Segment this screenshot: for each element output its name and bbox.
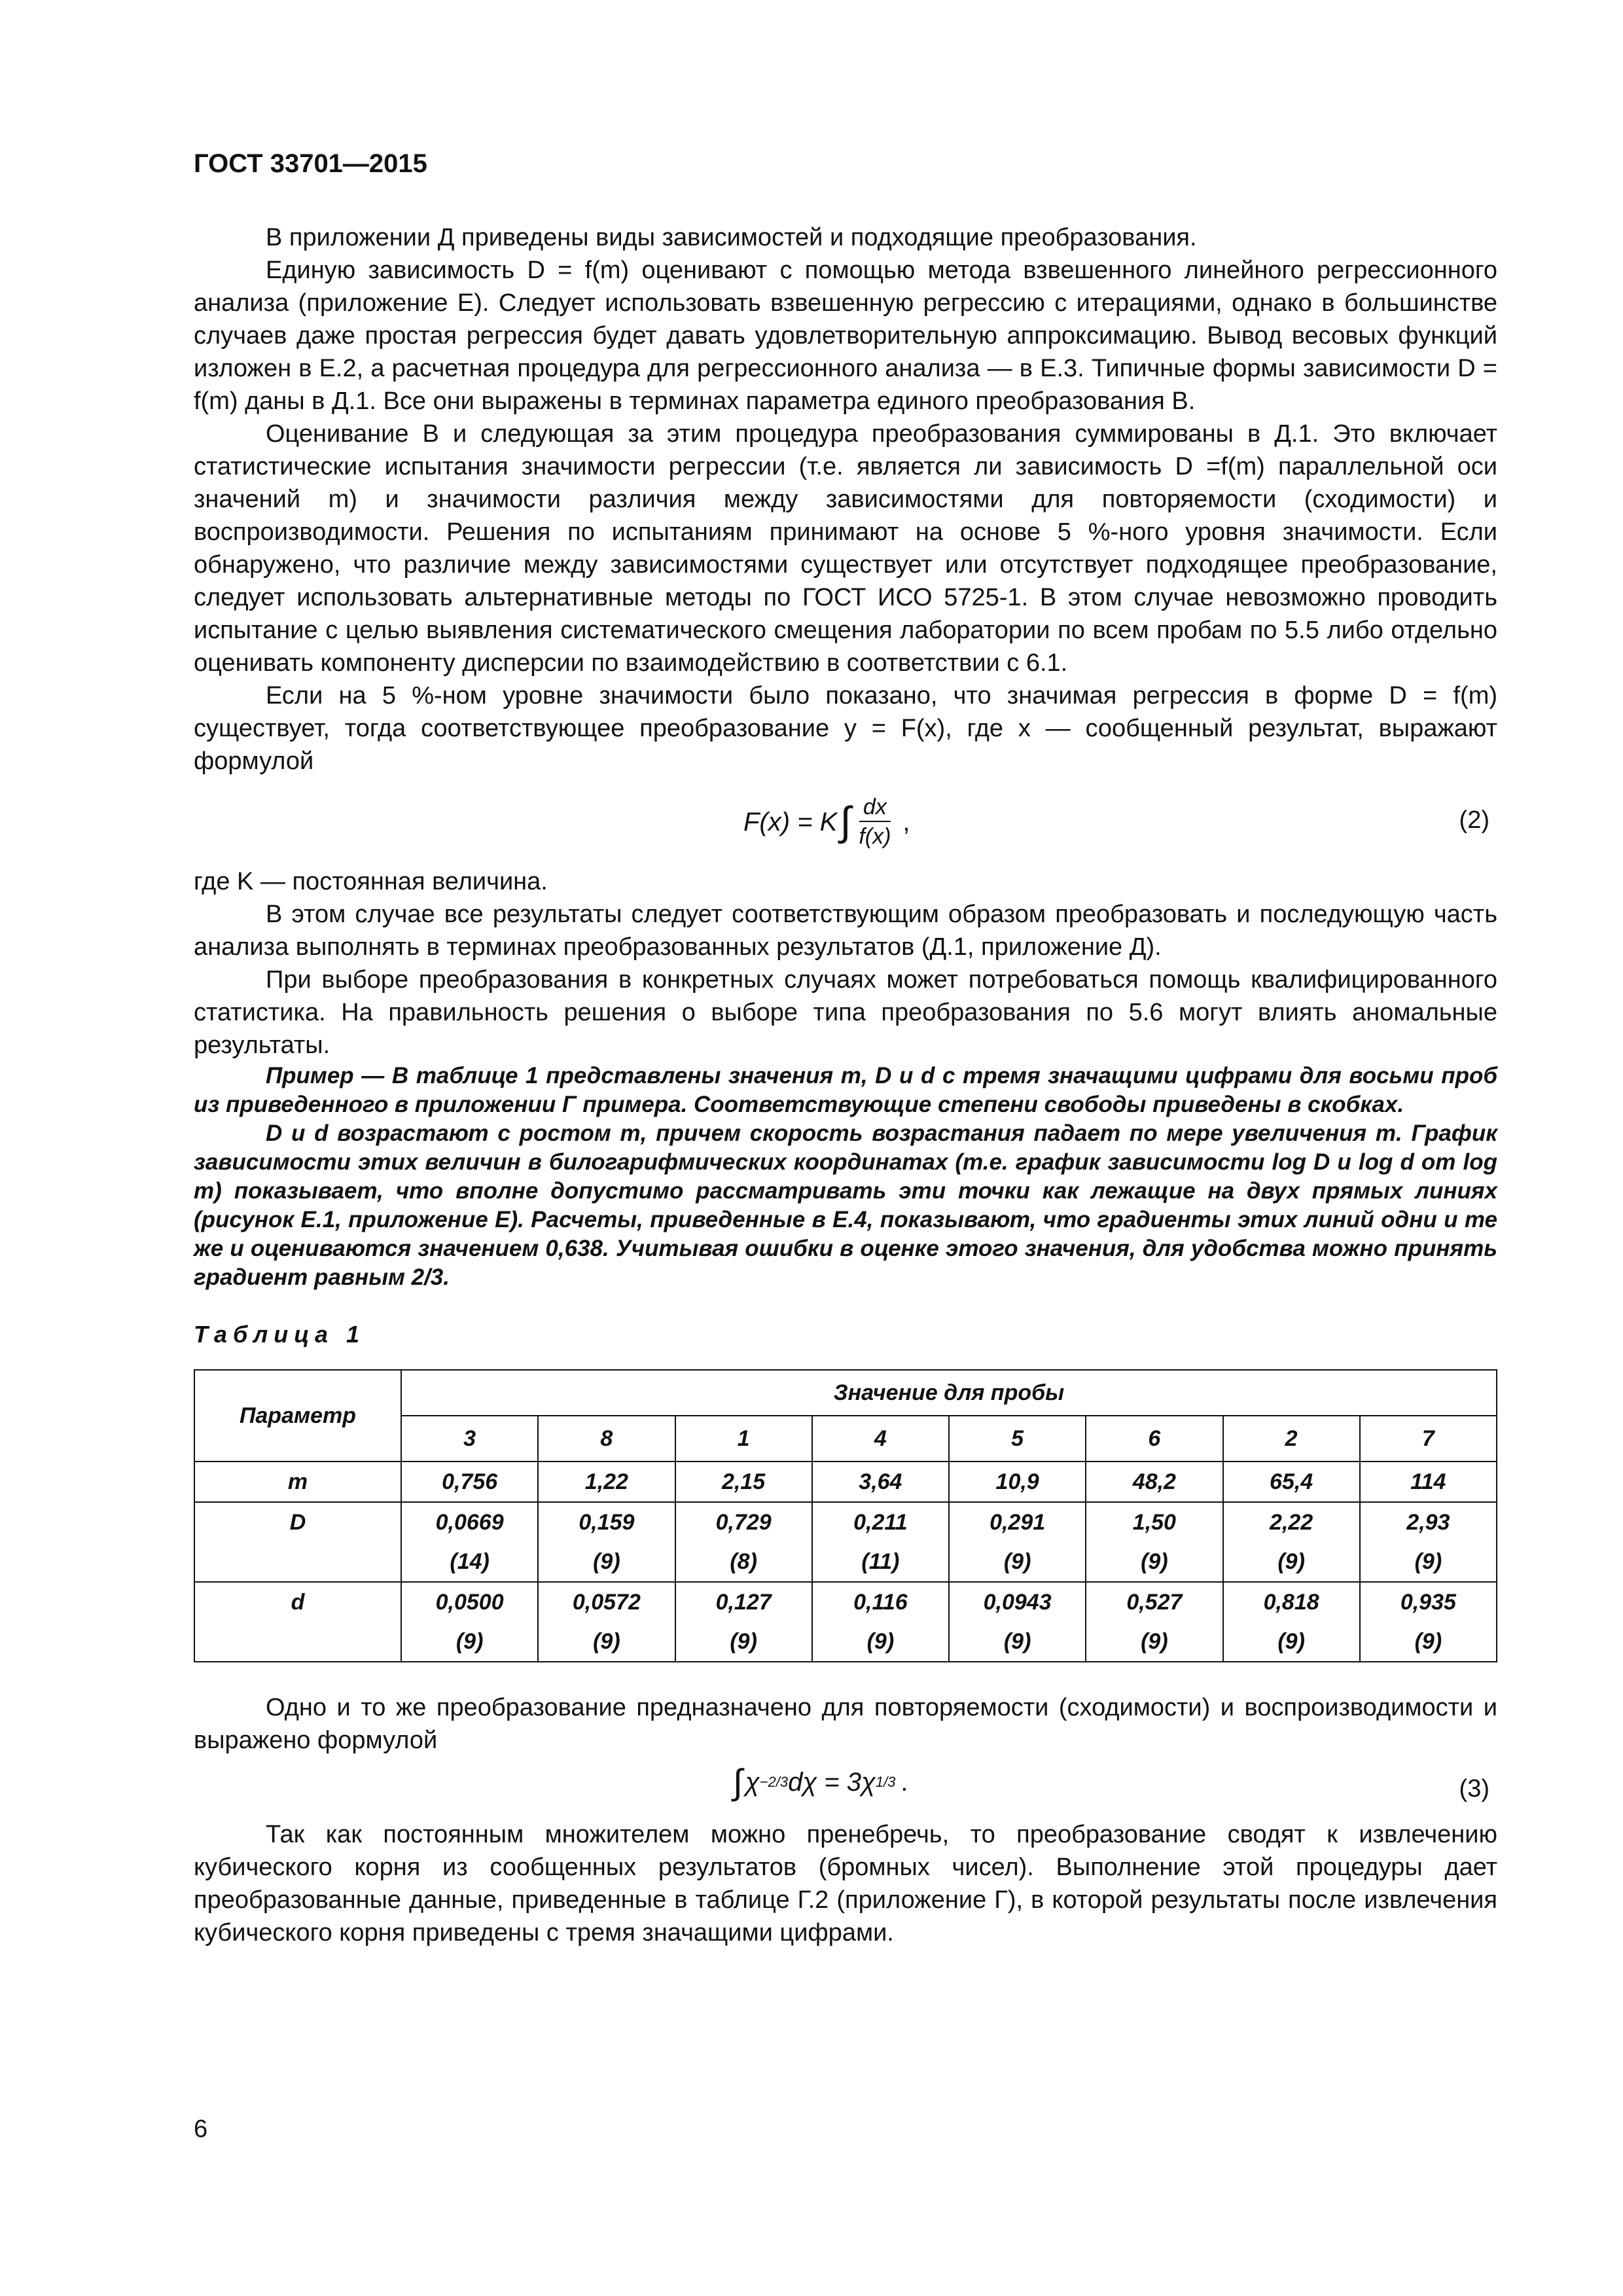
- page-number: 6: [194, 2115, 208, 2143]
- table-cell: 0,0943 (9): [949, 1582, 1086, 1662]
- document-header: ГОСТ 33701—2015: [194, 149, 427, 178]
- formula-2: [194, 781, 1497, 860]
- formula-lhs: F(x) = K: [743, 808, 838, 836]
- table-row: [194, 1582, 1497, 1662]
- paragraph: При выборе преобразования в конкретных случаях может потребоваться помощь квалифицированного статистика. На правильность решения о выборе типа преобразования по 5.6 могут влиять аномальные результаты.: [194, 966, 1497, 1059]
- group-header: Значение для пробы: [401, 1370, 1497, 1416]
- table-cell: 114: [1360, 1462, 1497, 1502]
- paragraph: Оценивание В и следующая за этим процедура преобразования суммированы в Д.1. Это включает статистические испытания значимости регрессии (т.е. является ли зависимость D =f(m) параллельной оси значений m) и значимости различия между зависимостями для повторяемости (сходимости) и воспроизводимости. Решения по испытаниям принимают на основе 5 %-ного уровня значимости. Если обнаружено, что различие между зависимостями существует или отсутствует подходящее преобразование, следует использовать альтернативные методы по ГОСТ ИСО 5725-1. В этом случае невозможно проводить испытание с целью выявления систематического смещения лаборатории по всем пробам по 5.5 либо отдельно оценивать компоненту дисперсии по взаимодействию в соответствии с 6.1.: [194, 420, 1497, 677]
- row-label: m: [194, 1462, 401, 1502]
- table-cell: 0,0572 (9): [538, 1582, 675, 1662]
- sample-header: 3: [401, 1416, 538, 1462]
- fraction: [859, 793, 891, 851]
- paragraph: Если на 5 %-ном уровне значимости было показано, что значимая регрессия в форме D = f(m) существует, тогда соответствующее преобразование y = F(x), где x — сообщенный результат, выражают формулой: [194, 682, 1497, 775]
- integral-sign: ∫: [733, 1763, 743, 1802]
- table-cell: 0,527 (9): [1086, 1582, 1222, 1662]
- table-cell: 0,127 (9): [675, 1582, 812, 1662]
- paragraph: Единую зависимость D = f(m) оценивают с помощью метода взвешенного линейного регрессионного анализа (приложение Е). Следует использовать взвешенную регрессию с итерациями, однако в большинстве случаев даже простая регрессия будет давать удовлетворительную аппроксимацию. Вывод весовых функций изложен в Е.2, а расчетная процедура для регрессионного анализа — в Е.3. Типичные формы зависимости D = f(m) даны в Д.1. Все они выражены в терминах параметра единого преобразования В.: [194, 257, 1497, 415]
- table-caption: Таблица 1: [194, 1321, 366, 1348]
- table-cell: 3,64: [812, 1462, 949, 1502]
- sample-header: 8: [538, 1416, 675, 1462]
- table-row: [194, 1462, 1497, 1502]
- paragraph: В приложении Д приведены виды зависимостей и подходящие преобразования.: [266, 224, 1197, 251]
- page-body: [194, 221, 1497, 1949]
- sample-header: 4: [812, 1416, 949, 1462]
- sample-header: 1: [675, 1416, 812, 1462]
- paragraph: Одно и то же преобразование предназначено для повторяемости (сходимости) и воспроизводимости и выражено формулой: [194, 1694, 1497, 1754]
- integral-sign: ∫: [840, 799, 851, 844]
- table-cell: 0,756: [401, 1462, 538, 1502]
- table-row: [194, 1502, 1497, 1582]
- table-cell: 0,0669 (14): [401, 1502, 538, 1582]
- table-cell: 0,291 (9): [949, 1502, 1086, 1582]
- formula-tail: .: [901, 1768, 908, 1797]
- sample-header: 7: [1360, 1416, 1497, 1462]
- table-cell: 0,818 (9): [1223, 1582, 1360, 1662]
- paragraph: где K — постоянная величина.: [194, 868, 548, 895]
- table-cell: 10,9: [949, 1462, 1086, 1502]
- formula-base: χ: [745, 1768, 760, 1797]
- table-cell: 0,211 (11): [812, 1502, 949, 1582]
- table-cell: 1,50 (9): [1086, 1502, 1222, 1582]
- table-cell: 48,2: [1086, 1462, 1222, 1502]
- sample-header: 2: [1223, 1416, 1360, 1462]
- example-paragraph: Пример — В таблице 1 представлены значения m, D и d с тремя значащими цифрами для восьми проб из приведенного в приложении Г примера. Соответствующие степени свободы приведены в скобках.: [194, 1063, 1497, 1117]
- table-cell: 0,0500 (9): [401, 1582, 538, 1662]
- param-header: Параметр: [194, 1370, 401, 1462]
- fraction-numerator: dx: [859, 793, 891, 822]
- table-cell: 0,116 (9): [812, 1582, 949, 1662]
- paragraph: Так как постоянным множителем можно пренебречь, то преобразование сводят к извлечению кубического корня из сообщенных результатов (бромных чисел). Выполнение этой процедуры дает преобразованные данные, приведенные в таблице Г.2 (приложение Г), в которой результаты после извлечения кубического корня приведены с тремя значащими цифрами.: [194, 1821, 1497, 1946]
- row-label: d: [194, 1582, 401, 1662]
- table-cell: 2,15: [675, 1462, 812, 1502]
- formula-number: (2): [1459, 806, 1489, 834]
- table-cell: 0,935 (9): [1360, 1582, 1497, 1662]
- formula-exponent: −2/3: [759, 1774, 789, 1790]
- formula-exponent: 1/3: [875, 1774, 896, 1790]
- example-paragraph: D и d возрастают с ростом m, причем скорость возрастания падает по мере увеличения m. График зависимости этих величин в билогарифмических координатах (т.е. график зависимости log D и log d от log m) показывает, что вполне допустимо рассматривать эти точки как лежащие на двух прямых линиях (рисунок Е.1, приложение Е). Расчеты, приведенные в Е.4, показывают, что градиенты этих линий одни и те же и оцениваются значением 0,638. Учитывая ошибки в оценке этого значения, для удобства можно принять градиент равным 2/3.: [194, 1121, 1497, 1290]
- paragraph: В этом случае все результаты следует соответствующим образом преобразовать и последующую часть анализа выполнять в терминах преобразованных результатов (Д.1, приложение Д).: [194, 901, 1497, 961]
- row-label: D: [194, 1502, 401, 1582]
- formula-tail: ,: [902, 808, 910, 836]
- table-cell: 0,159 (9): [538, 1502, 675, 1582]
- table-cell: 2,93 (9): [1360, 1502, 1497, 1582]
- fraction-denominator: f(x): [859, 824, 891, 849]
- table-cell: 0,729 (8): [675, 1502, 812, 1582]
- table-cell: 2,22 (9): [1223, 1502, 1360, 1582]
- formula-number: (3): [1459, 1775, 1489, 1803]
- data-table: [194, 1369, 1497, 1662]
- table-cell: 65,4: [1223, 1462, 1360, 1502]
- formula-mid: dχ = 3χ: [788, 1768, 876, 1797]
- formula-3: [194, 1761, 1497, 1813]
- table-cell: 1,22: [538, 1462, 675, 1502]
- sample-header: 6: [1086, 1416, 1222, 1462]
- sample-header: 5: [949, 1416, 1086, 1462]
